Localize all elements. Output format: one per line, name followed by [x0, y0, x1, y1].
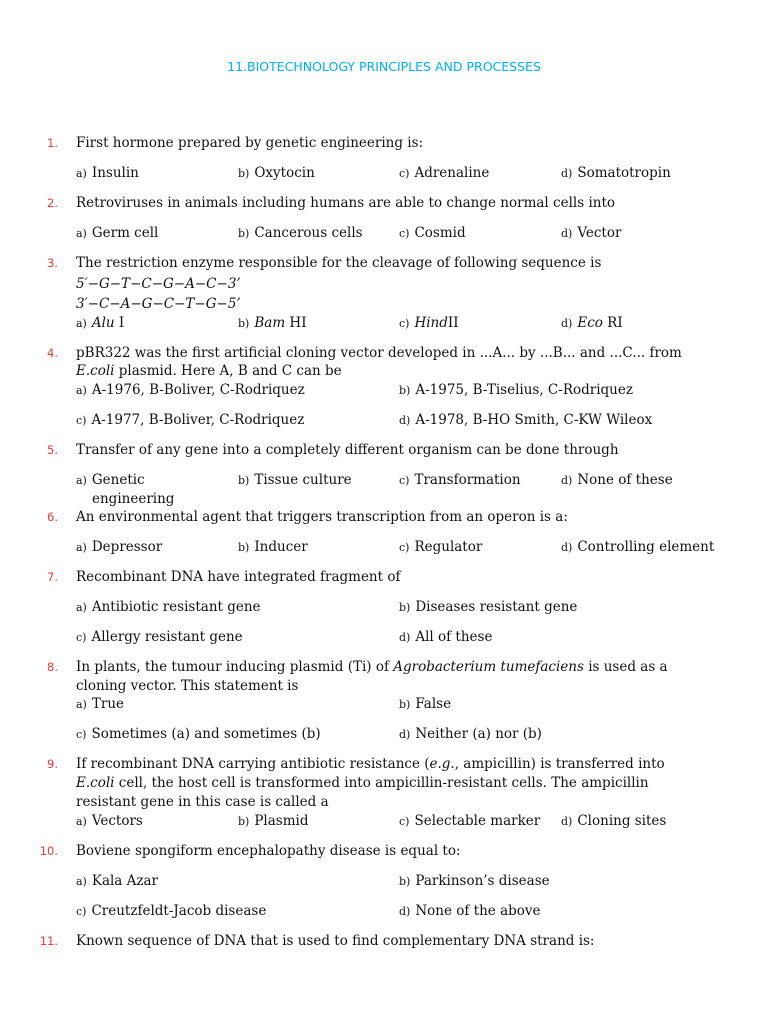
dna-sequence-bottom: 3′−C−A−G−C−T−G−5’ — [76, 296, 241, 312]
option-a: a) Vectors — [76, 813, 143, 829]
option-b: b) Oxytocin — [238, 165, 315, 181]
question-number: 4. — [47, 346, 58, 360]
option-c: c) A-1977, B-Boliver, C-Rodriquez — [76, 412, 305, 428]
option-b: b) Inducer — [238, 539, 308, 555]
option-d: d) None of the above — [399, 903, 541, 919]
option-d: d) Vector — [561, 225, 622, 241]
question-text: If recombinant DNA carrying antibiotic resistance (e.g., ampicillin) is transferred into — [76, 756, 665, 772]
question-number: 1. — [47, 136, 58, 150]
option-d: d) A-1978, B-HO Smith, C-KW Wileox — [399, 412, 653, 428]
option-c: c) Transformation — [399, 472, 521, 488]
option-c: c) Allergy resistant gene — [76, 629, 243, 645]
question-text: Transfer of any gene into a completely different organism can be done through — [76, 442, 619, 458]
question-text-line2: cloning vector. This statement is — [76, 678, 299, 694]
question-text-line3: resistant gene in this case is called a — [76, 794, 329, 810]
option-b: b) Diseases resistant gene — [399, 599, 578, 615]
option-a: a) A-1976, B-Boliver, C-Rodriquez — [76, 382, 305, 398]
question-text: Recombinant DNA have integrated fragment of — [76, 569, 401, 585]
question-text: The restriction enzyme responsible for the cleavage of following sequence is — [76, 255, 602, 271]
option-b: b) Parkinson’s disease — [399, 873, 550, 889]
question-text-line2: E.coli plasmid. Here A, B and C can be — [76, 363, 342, 379]
question-number: 7. — [47, 570, 58, 584]
option-c: c) HindII — [399, 315, 459, 331]
option-d: d) None of these — [561, 472, 673, 488]
option-b: b) Cancerous cells — [238, 225, 363, 241]
option-c: c) Creutzfeldt-Jacob disease — [76, 903, 267, 919]
question-text-line2: E.coli cell, the host cell is transformed into ampicillin-resistant cells. The ampicillin — [76, 775, 649, 791]
option-a: a) Alu I — [76, 315, 125, 331]
option-b: b) Plasmid — [238, 813, 309, 829]
option-b: b) A-1975, B-Tiselius, C-Rodriquez — [399, 382, 633, 398]
option-a: a) Depressor — [76, 539, 163, 555]
question-text: Known sequence of DNA that is used to find complementary DNA strand is: — [76, 933, 595, 949]
option-d: d) Somatotropin — [561, 165, 671, 181]
option-b: b) Bam HI — [238, 315, 307, 331]
option-a: a) Insulin — [76, 165, 139, 181]
option-c: c) Adrenaline — [399, 165, 490, 181]
question-text: First hormone prepared by genetic engineering is: — [76, 135, 424, 151]
question-text: Retroviruses in animals including humans are able to change normal cells into — [76, 195, 616, 211]
option-d: d) Cloning sites — [561, 813, 667, 829]
option-c: c) Selectable marker — [399, 813, 541, 829]
option-d: d) Neither (a) nor (b) — [399, 726, 542, 742]
option-c: c) Regulator — [399, 539, 483, 555]
dna-sequence-top: 5′−G−T−C−G−A−C−3’ — [76, 276, 241, 292]
option-d: d) Eco RI — [561, 315, 623, 331]
question-number: 9. — [47, 757, 58, 771]
question-text: pBR322 was the first artificial cloning vector developed in ...A... by ...B... and ...C... from — [76, 345, 682, 361]
option-d: d) Controlling element — [561, 539, 715, 555]
question-text: In plants, the tumour inducing plasmid (Ti) of Agrobacterium tumefaciens is used as a — [76, 659, 668, 675]
option-a: a) Antibiotic resistant gene — [76, 599, 261, 615]
option-a: a) Genetic engineering — [76, 472, 175, 507]
question-number: 8. — [47, 660, 58, 674]
option-c: c) Sometimes (a) and sometimes (b) — [76, 726, 321, 742]
question-number: 2. — [47, 196, 58, 210]
option-a: a) Germ cell — [76, 225, 159, 241]
question-text: An environmental agent that triggers transcription from an operon is a: — [76, 509, 568, 525]
page-title: 11.BIOTECHNOLOGY PRINCIPLES AND PROCESSES — [227, 59, 541, 74]
question-number: 3. — [47, 256, 58, 270]
question-text: Boviene spongiform encephalopathy disease is equal to: — [76, 843, 461, 859]
question-number: 10. — [39, 844, 58, 858]
question-number: 5. — [47, 443, 58, 457]
question-number: 11. — [39, 934, 58, 948]
option-b: b) False — [399, 696, 452, 712]
option-d: d) All of these — [399, 629, 493, 645]
option-b: b) Tissue culture — [238, 472, 352, 488]
option-a: a) True — [76, 696, 125, 712]
option-a: a) Kala Azar — [76, 873, 159, 889]
question-number: 6. — [47, 510, 58, 524]
option-c: c) Cosmid — [399, 225, 466, 241]
